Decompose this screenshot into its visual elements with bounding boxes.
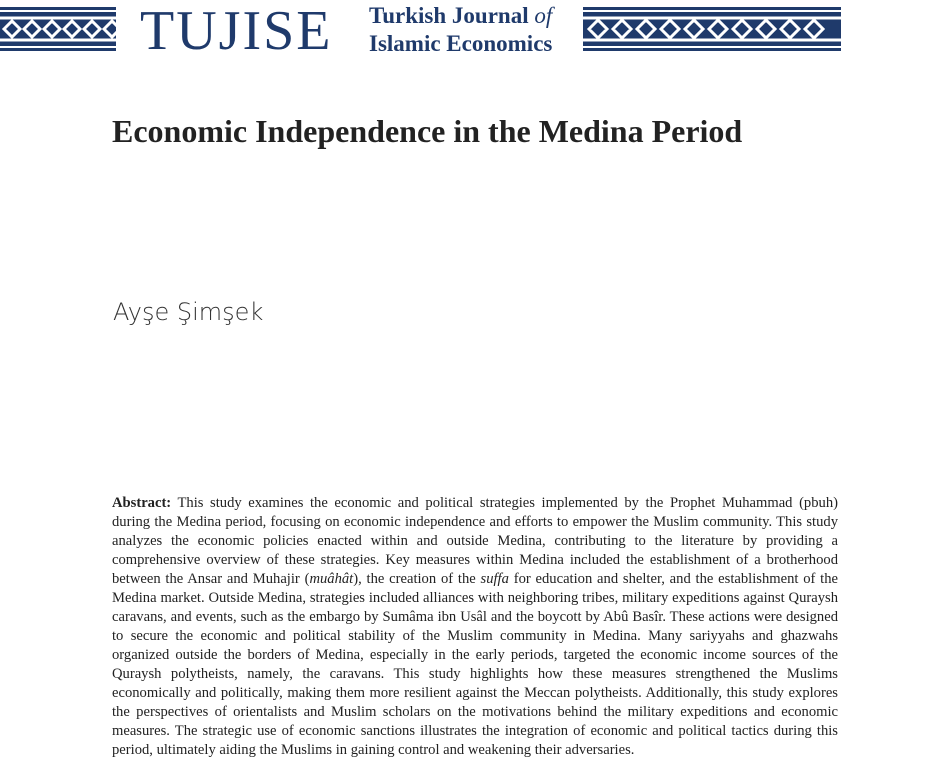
author-name: Ayşe Şimşek <box>113 298 264 326</box>
abstract-label: Abstract: <box>112 495 172 511</box>
abstract-term: muâhât <box>309 571 354 587</box>
abstract-text: ), the creation of the <box>353 571 481 587</box>
journal-name-line1 <box>369 2 552 30</box>
journal-name-part: Turkish Journal <box>369 3 535 28</box>
journal-logo: TUJISE <box>140 0 333 62</box>
journal-name-of: of <box>534 3 553 28</box>
journal-name-line2: Islamic Economics <box>369 31 553 56</box>
abstract-paragraph <box>112 494 838 760</box>
journal-header <box>0 0 946 70</box>
abstract-term: suffa <box>480 571 509 587</box>
geometric-ornament-icon <box>0 7 116 51</box>
abstract-text: for education and shelter, and the establishment of the Medina market. Outside Medina, strategies included alliances with neighboring tribes, military expeditions against Quraysh caravans, and events, such as the embargo by Sumâma ibn Usâl and the boycott by Abû Basîr. These actions were designed to secure the economic and political stability of the Muslim community in Medina. Many sariyyahs and ghazwahs organized outside the borders of Medina, especially in the early periods, targeted the economic income sources of the Quraysh polytheists, namely, the caravans. This study highlights how these measures strengthened the Muslims economically and politically, making them more resilient against the Meccan polytheists. Additionally, this study explores the perspectives of orientalists and Muslim scholars on the motivations behind the military expeditions and economic measures. The strategic use of economic sanctions illustrates the integration of economic and political tactics during this period, ultimately aiding the Muslims in gaining control and weakening their adversaries. <box>112 571 839 758</box>
article-title: Economic Independence in the Medina Period <box>112 113 743 149</box>
journal-name <box>369 2 552 58</box>
abstract-text: This study examines the economic and political strategies implemented by the Prophet Muhammad (pbuh) during the Medina period, focusing on economic independence and efforts to empower the Muslim community. This study analyzes the economic policies enacted within and outside Medina, contributing to the literature by providing a comprehensive overview of these strategies. Key measures within Medina included the establishment of a brotherhood between the Ansar and Muhajir ( <box>112 495 838 587</box>
geometric-ornament-icon <box>583 7 841 51</box>
